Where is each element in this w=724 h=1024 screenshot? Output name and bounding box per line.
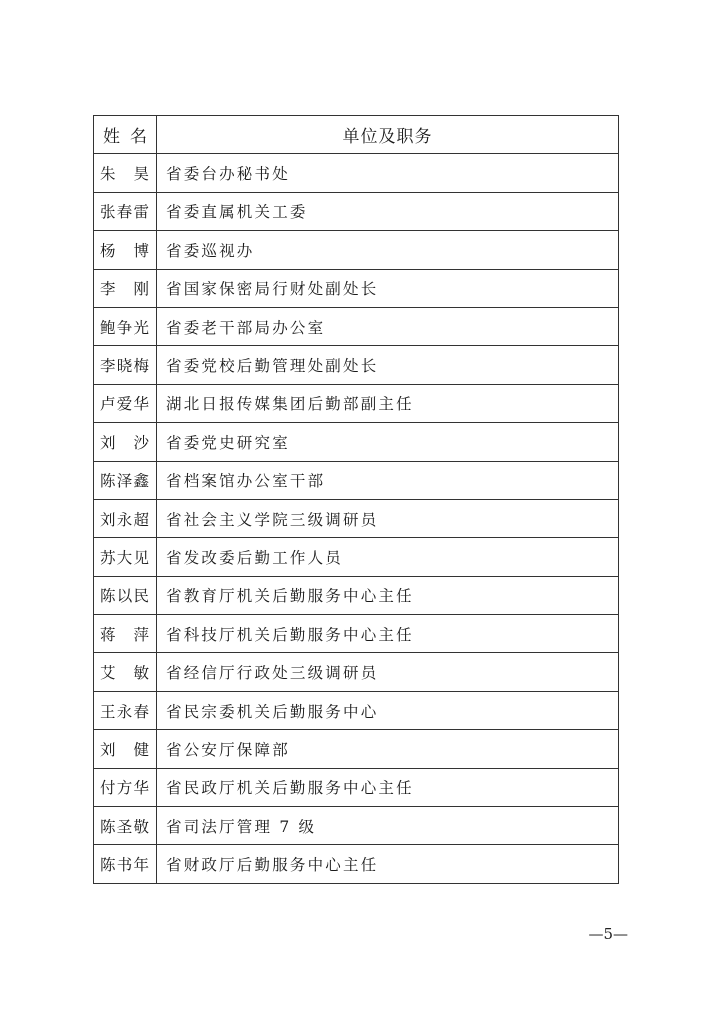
table-row (94, 538, 619, 576)
name-cell: 刘 沙 (94, 423, 157, 461)
name-cell: 陈泽鑫 (94, 461, 157, 499)
name-cell: 王永春 (94, 691, 157, 729)
name-cell: 陈以民 (94, 576, 157, 614)
unit-cell: 省委老干部局办公室 (157, 307, 619, 345)
page-number: —5— (588, 925, 628, 943)
table-row (94, 384, 619, 422)
name-cell: 刘 健 (94, 730, 157, 768)
name-cell: 艾 敏 (94, 653, 157, 691)
roster-table (93, 115, 619, 884)
unit-cell: 省公安厅保障部 (157, 730, 619, 768)
unit-cell: 省委巡视办 (157, 231, 619, 269)
name-cell: 李 刚 (94, 269, 157, 307)
table-header-row (94, 116, 619, 154)
unit-cell: 省发改委后勤工作人员 (157, 538, 619, 576)
unit-cell: 省司法厅管理 7 级 (157, 807, 619, 845)
table-row (94, 499, 619, 537)
table-row (94, 807, 619, 845)
table-row (94, 307, 619, 345)
name-cell: 刘永超 (94, 499, 157, 537)
unit-cell: 省教育厅机关后勤服务中心主任 (157, 576, 619, 614)
unit-cell: 省社会主义学院三级调研员 (157, 499, 619, 537)
table-row (94, 730, 619, 768)
name-cell: 付方华 (94, 768, 157, 806)
unit-cell: 省民政厅机关后勤服务中心主任 (157, 768, 619, 806)
unit-cell: 省委台办秘书处 (157, 154, 619, 192)
name-cell: 张春雷 (94, 192, 157, 230)
name-cell: 陈圣敬 (94, 807, 157, 845)
unit-cell: 省科技厅机关后勤服务中心主任 (157, 615, 619, 653)
name-cell: 朱 昊 (94, 154, 157, 192)
name-cell: 杨 博 (94, 231, 157, 269)
unit-cell: 省经信厅行政处三级调研员 (157, 653, 619, 691)
table-row (94, 691, 619, 729)
unit-cell: 省民宗委机关后勤服务中心 (157, 691, 619, 729)
table-row (94, 154, 619, 192)
column-header-name: 姓 名 (94, 116, 157, 154)
table-row (94, 615, 619, 653)
table-row (94, 423, 619, 461)
name-cell: 苏大见 (94, 538, 157, 576)
table-row (94, 346, 619, 384)
table-row (94, 845, 619, 883)
table-row (94, 192, 619, 230)
name-cell: 陈书年 (94, 845, 157, 883)
unit-cell: 省档案馆办公室干部 (157, 461, 619, 499)
unit-cell: 省委党校后勤管理处副处长 (157, 346, 619, 384)
table-row (94, 461, 619, 499)
table-row (94, 653, 619, 691)
column-header-unit: 单位及职务 (157, 116, 619, 154)
name-cell: 卢爱华 (94, 384, 157, 422)
unit-cell: 省国家保密局行财处副处长 (157, 269, 619, 307)
unit-cell: 省委直属机关工委 (157, 192, 619, 230)
name-cell: 蒋 萍 (94, 615, 157, 653)
name-cell: 鲍争光 (94, 307, 157, 345)
unit-cell: 省财政厅后勤服务中心主任 (157, 845, 619, 883)
table-row (94, 269, 619, 307)
table-row (94, 231, 619, 269)
unit-cell: 湖北日报传媒集团后勤部副主任 (157, 384, 619, 422)
table-row (94, 768, 619, 806)
name-cell: 李晓梅 (94, 346, 157, 384)
unit-cell: 省委党史研究室 (157, 423, 619, 461)
table-row (94, 576, 619, 614)
